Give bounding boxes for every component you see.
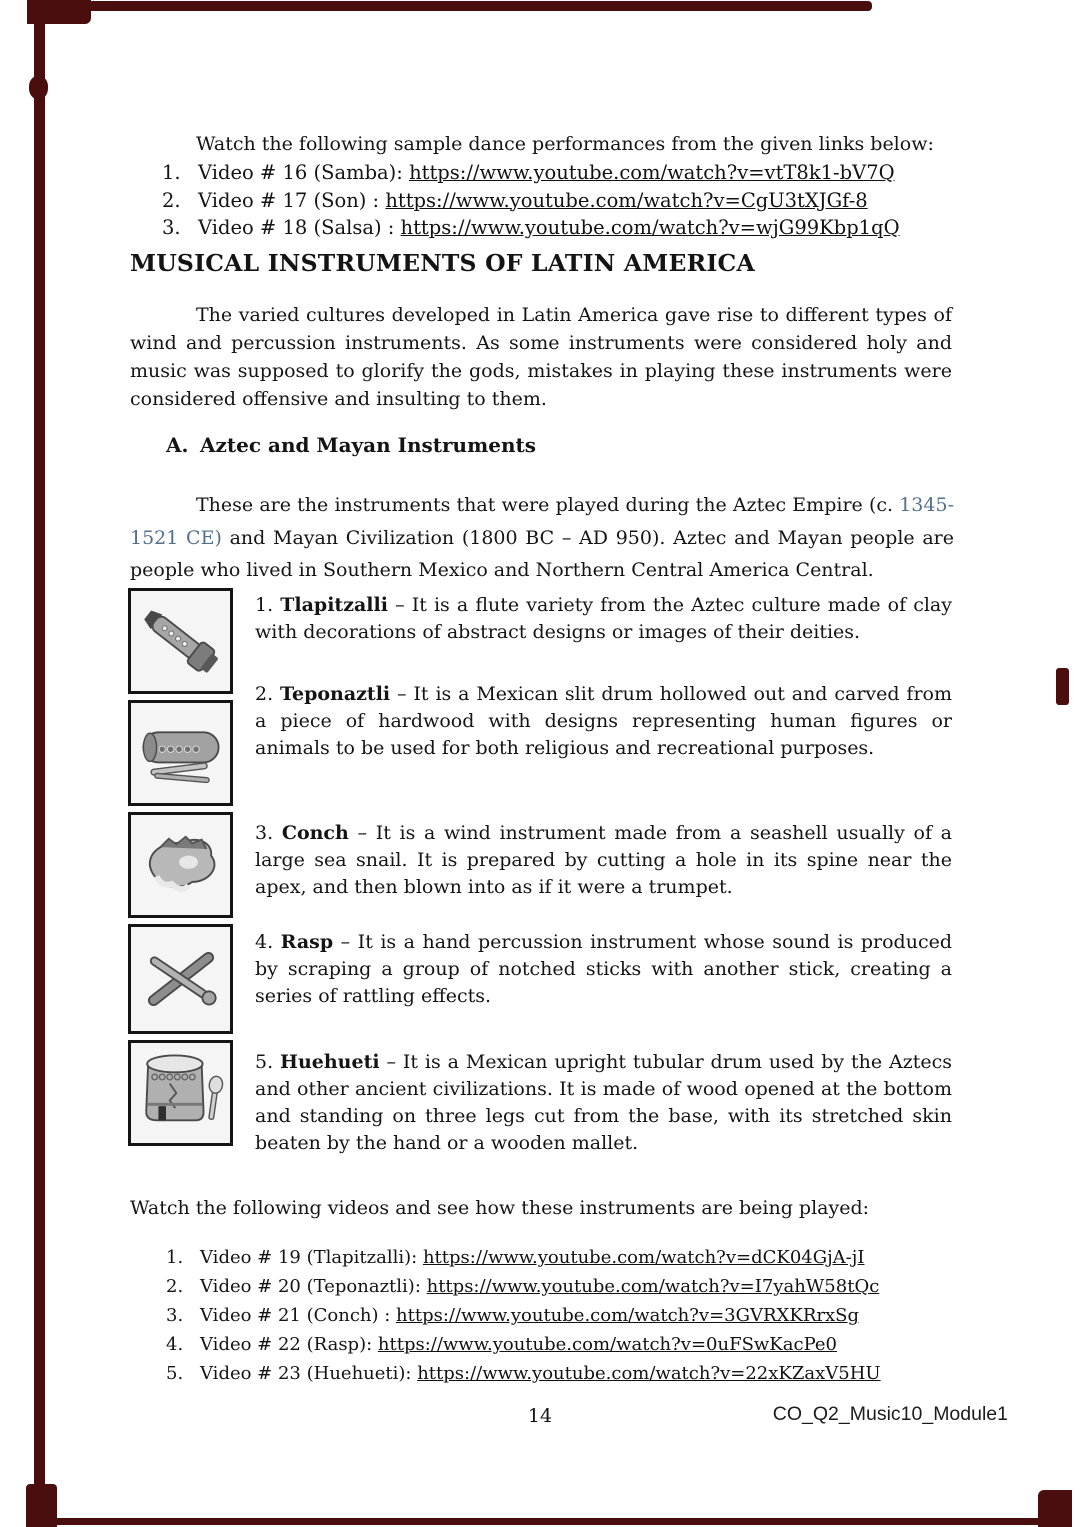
video-label: Video # 22 (Rasp): [200,1334,378,1355]
notched-sticks-icon [134,932,228,1026]
watch-videos-line: Watch the following videos and see how these instruments are being played: [130,1197,870,1219]
instrument-description: – It is a Mexican upright tubular drum used by the Aztecs and other ancient civilizations. It is made of wood opened at the bottom and standing on three legs cut from the base, with its stretched skin beaten by the hand or a wooden mallet. [255,1051,952,1154]
huehueti-image [128,1040,233,1146]
instrument-name: Huehueti [280,1051,380,1073]
instrument-name: Tlapitzalli [280,594,388,616]
instrument-name: Teponaztli [280,683,391,705]
clay-flute-icon [134,594,228,688]
video-label: Video # 16 (Samba): [198,161,410,184]
instrument-name: Conch [281,822,349,844]
list-text [198,214,900,242]
item-number: 3. [255,822,282,844]
date-range-highlight: 1345-1521 CE) [130,494,954,549]
youtube-link[interactable]: https://www.youtube.com/watch?v=I7yahW58tQc [426,1276,880,1297]
list-number: 5. [166,1363,184,1384]
tlapitzalli-image [128,588,233,694]
dance-intro-line: Watch the following sample dance performances from the given links below: [196,133,934,155]
upright-drum-icon [134,1046,228,1140]
youtube-link[interactable]: https://www.youtube.com/watch?v=wjG99Kbp1qQ [400,216,900,239]
youtube-link[interactable]: https://www.youtube.com/watch?v=0uFSwKacPe0 [377,1334,837,1355]
scan-artifact-top-bar [30,1,872,11]
instrument-description: – It is a wind instrument made from a seashell usually of a large sea snail. It is prepared by cutting a hole in its spine near the apex, and then blown into as if it were a trumpet. [255,822,953,898]
youtube-link[interactable]: https://www.youtube.com/watch?v=22xKZaxV5HU [417,1363,881,1384]
page-title: MUSICAL INSTRUMENTS OF LATIN AMERICA [130,249,755,277]
video-label: Video # 20 (Teponaztli): [200,1276,427,1297]
list-item [166,1359,986,1388]
list-number: 4. [166,1334,184,1355]
list-number: 1. [166,1247,184,1268]
list-text [200,1243,864,1272]
instrument-item-huehueti [255,1049,952,1157]
list-text [200,1359,881,1388]
list-item [166,1330,986,1359]
list-text [200,1330,837,1359]
instrument-description: – It is a flute variety from the Aztec culture made of clay with decorations of abstract designs or images of their deities. [255,594,952,643]
item-number: 4. [255,931,281,953]
aztec-mayan-paragraph [130,489,954,587]
list-number: 1. [162,161,181,184]
youtube-link[interactable]: https://www.youtube.com/watch?v=3GVRXKRrxSg [396,1305,859,1326]
teponaztli-image [128,700,233,806]
list-text [200,1272,879,1301]
list-item [166,1243,986,1272]
item-number: 5. [255,1051,281,1073]
list-item [162,159,962,187]
list-item [166,1301,986,1330]
paragraph-text: These are the instruments that were played during the Aztec Empire (c. [196,494,900,516]
page-number: 14 [527,1405,553,1427]
rasp-image [128,924,233,1034]
scan-artifact-bottom-left-corner [26,1484,57,1527]
scan-artifact-left-line [34,0,45,1527]
video-label: Video # 21 (Conch) : [200,1305,397,1326]
section-title: Aztec and Mayan Instruments [200,433,537,457]
scan-artifact-left-blob [29,76,48,99]
list-text [198,159,895,187]
paragraph-text: and Mayan Civilization (1800 BC – AD 950). Aztec and Mayan people are people who lived in Southern Mexico and Northern Central America Central. [130,526,954,581]
youtube-link[interactable]: https://www.youtube.com/watch?v=CgU3tXJGf-8 [385,188,868,212]
instrument-item-rasp [255,929,952,1010]
list-text [198,187,868,215]
dance-video-list [162,159,962,242]
module-code: CO_Q2_Music10_Module1 [772,1403,1008,1425]
item-number: 1. [255,594,281,616]
scan-artifact-right-dash [1056,668,1069,705]
section-heading-aztec-mayan [166,433,536,457]
scan-artifact-bottom-bar [30,1518,1070,1525]
list-item [166,1272,986,1301]
list-text [200,1301,859,1330]
intro-paragraph: The varied cultures developed in Latin America gave rise to different types of wind and percussion instruments. As some instruments were considered holy and music was supposed to glorify the gods, mistakes in playing these instruments were considered offensive and insulting to them. [130,304,952,410]
video-label: Video # 17 (Son) : [198,188,386,212]
instrument-item-tlapitzalli [255,592,952,646]
scan-artifact-bottom-right-corner [1038,1490,1072,1527]
list-number: 3. [166,1305,184,1326]
section-letter: A. [166,433,189,457]
youtube-link[interactable]: https://www.youtube.com/watch?v=vtT8k1-bV7Q [409,161,895,184]
conch-image [128,812,233,918]
list-number: 2. [166,1276,184,1297]
youtube-link[interactable]: https://www.youtube.com/watch?v=dCK04GjA-jI [422,1247,865,1268]
list-number: 2. [162,188,181,212]
item-number: 2. [255,683,281,705]
list-number: 3. [162,216,181,239]
instrument-item-conch [255,820,952,901]
video-label: Video # 19 (Tlapitzalli): [200,1247,423,1268]
slit-drum-icon [134,706,228,800]
video-label: Video # 23 (Huehueti): [200,1363,418,1384]
video-label: Video # 18 (Salsa) : [198,216,401,239]
instrument-name: Rasp [280,931,334,953]
instrument-video-list [166,1243,986,1388]
list-item [162,214,962,242]
instrument-description: – It is a Mexican slit drum hollowed out and carved from a piece of hardwood with designs representing human figures or animals to be used for both religious and recreational purposes. [255,683,952,759]
conch-shell-icon [134,818,228,912]
list-item [162,187,962,215]
instrument-item-teponaztli [255,681,952,762]
instrument-description: – It is a hand percussion instrument whose sound is produced by scraping a group of notched sticks with another stick, creating a series of rattling effects. [255,931,952,1007]
